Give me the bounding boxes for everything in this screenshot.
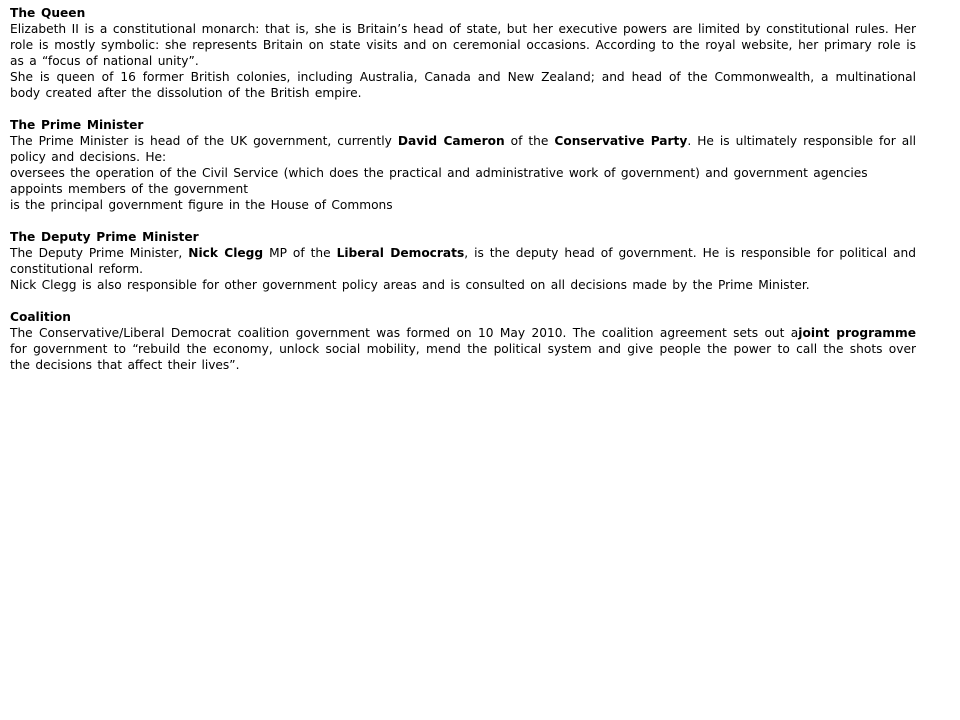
pm-text-b: of the: [504, 134, 555, 148]
dpm-text-b: MP of the: [263, 246, 337, 260]
coalition-text-b: for government to “rebuild the economy, unlock social mobility, mend the political system and give people the power to call the shots over the decisions that affect their lives”.: [10, 342, 916, 372]
pm-name: David Cameron: [397, 134, 505, 148]
pm-duty-item: appoints members of the government: [10, 182, 249, 196]
heading-prime-minister: The Prime Minister: [10, 118, 144, 132]
queen-paragraph-2: She is queen of 16 former British colonies, including Australia, Canada and New Zealand; and head of the Commonwealth, a multinational body created after the dissolution of the British empire.: [10, 70, 916, 100]
pm-text-a: The Prime Minister is head of the UK government, currently: [10, 134, 398, 148]
queen-paragraph-1: Elizabeth II is a constitutional monarch: that is, she is Britain’s head of state, but her executive powers are limited by constitutional rules. Her role is mostly symbolic: she represents Britain on state visits and on ceremonial occasions. According to the royal website, her primary role is as a “focus of national unity”.: [10, 22, 916, 68]
coalition-text-a: The Conservative/Liberal Democrat coalition government was formed on 10 May 2010. The coalition agreement sets out a: [10, 326, 799, 340]
dpm-paragraph-2: Nick Clegg is also responsible for other government policy areas and is consulted on all decisions made by the Prime Minister.: [10, 278, 810, 292]
section-queen: [10, 5, 916, 101]
pm-duty-item: oversees the operation of the Civil Service (which does the practical and administrative work of government) and government agencies: [10, 166, 868, 180]
dpm-text-c: , is the deputy head of government. He is responsible for political and constitutional reform.: [10, 246, 916, 276]
heading-deputy-prime-minister: The Deputy Prime Minister: [10, 230, 199, 244]
dpm-paragraph-1: [10, 245, 916, 277]
document-body: [10, 5, 916, 373]
pm-paragraph-1: [10, 133, 916, 165]
dpm-text-a: The Deputy Prime Minister,: [10, 246, 189, 260]
pm-text-c: . He is ultimately responsible for all policy and decisions. He:: [10, 134, 917, 164]
section-coalition: [10, 309, 916, 373]
pm-party: Conservative Party: [554, 134, 688, 148]
dpm-party: Liberal Democrats: [336, 246, 465, 260]
section-deputy-prime-minister: [10, 229, 916, 293]
dpm-name: Nick Clegg: [188, 246, 264, 260]
pm-duty-item: is the principal government figure in the House of Commons: [10, 198, 393, 212]
coalition-paragraph-1: [10, 325, 916, 373]
heading-coalition: Coalition: [10, 310, 71, 324]
heading-queen: The Queen: [10, 6, 86, 20]
coalition-joint-programme: joint programme: [798, 326, 916, 340]
section-prime-minister: [10, 117, 916, 213]
